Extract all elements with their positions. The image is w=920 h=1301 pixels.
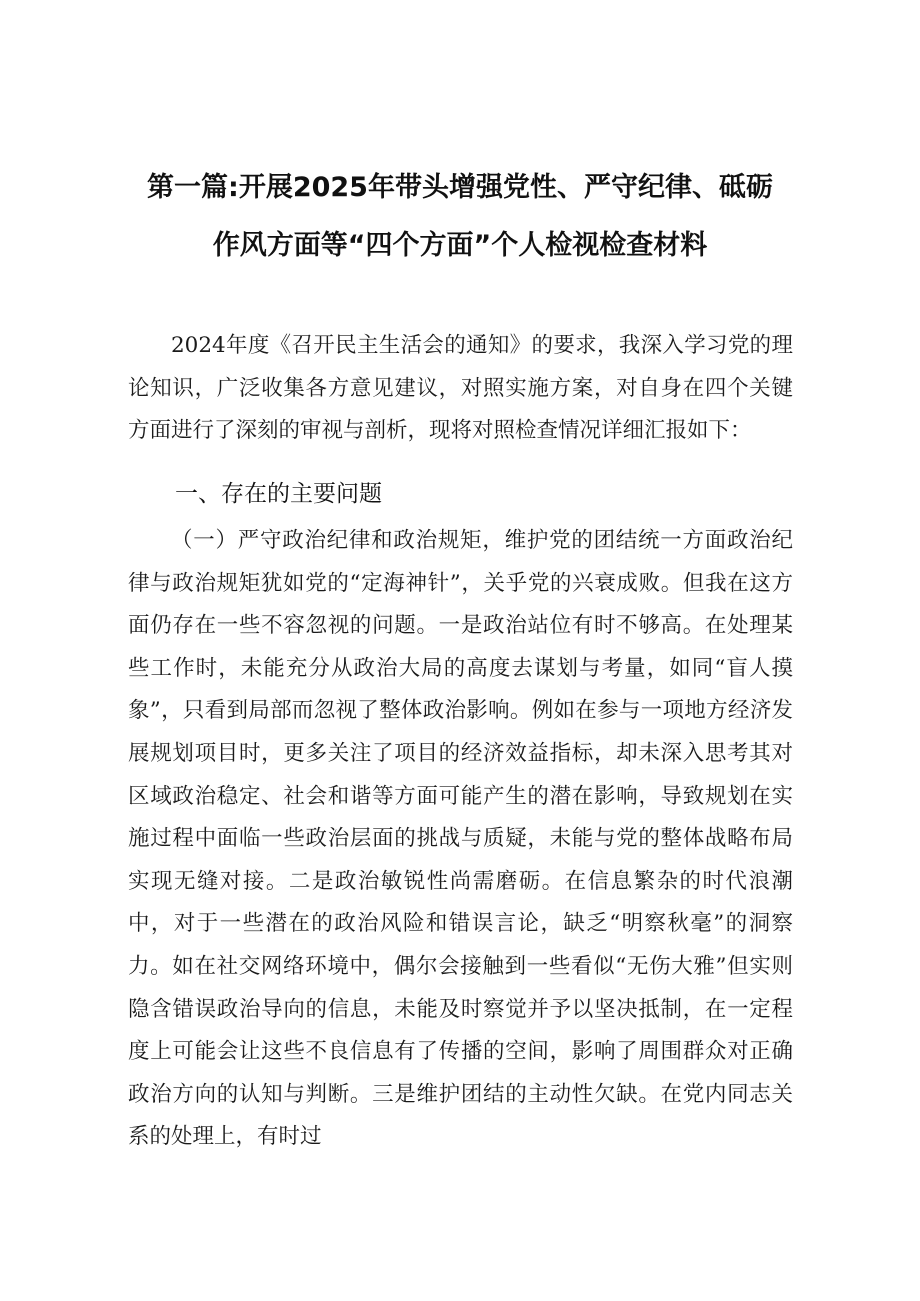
intro-paragraph: 2024年度《召开民主生活会的通知》的要求，我深入学习党的理论知识，广泛收集各方意见建议，对照实施方案，对自身在四个关键方面进行了深刻的审视与剖析，现将对照检查情况详细汇报如下： bbox=[128, 333, 793, 444]
document-title-line-2: 作风方面等“四个方面”个人检视检查材料 bbox=[212, 230, 708, 261]
body-paragraph: （一）严守政治纪律和政治规矩，维护党的团结统一方面政治纪律与政治规矩犹如党的“定海神针”，关乎党的兴衰成败。但我在这方面仍存在一些不容忽视的问题。一是政治站位有时不够高。在处理某些工作时，未能充分从政治大局的高度去谋划与考量，如同“盲人摸象”，只看到局部而忽视了整体政治影响。例如在参与一项地方经济发展规划项目时，更多关注了项目的经济效益指标，却未深入思考其对区域政治稳定、社会和谐等方面可能产生的潜在影响，导致规划在实施过程中面临一些政治层面的挑战与质疑，未能与党的整体战略布局实现无缝对接。二是政治敏锐性尚需磨砺。在信息繁杂的时代浪潮中，对于一些潜在的政治风险和错误言论，缺乏“明察秋毫”的洞察力。如在社交网络环境中，偶尔会接触到一些看似“无伤大雅”但实则隐含错误政治导向的信息，未能及时察觉并予以坚决抵制，在一定程度上可能会让这些不良信息有了传播的空间，影响了周围群众对正确政治方向的认知与判断。三是维护团结的主动性欠缺。在党内同志关系的处理上，有时过 bbox=[128, 528, 793, 1150]
document-title-line-1: 第一篇:开展2025年带头增强党性、严守纪律、砥砺 bbox=[147, 172, 773, 203]
section-heading: 一、存在的主要问题 bbox=[175, 481, 382, 507]
